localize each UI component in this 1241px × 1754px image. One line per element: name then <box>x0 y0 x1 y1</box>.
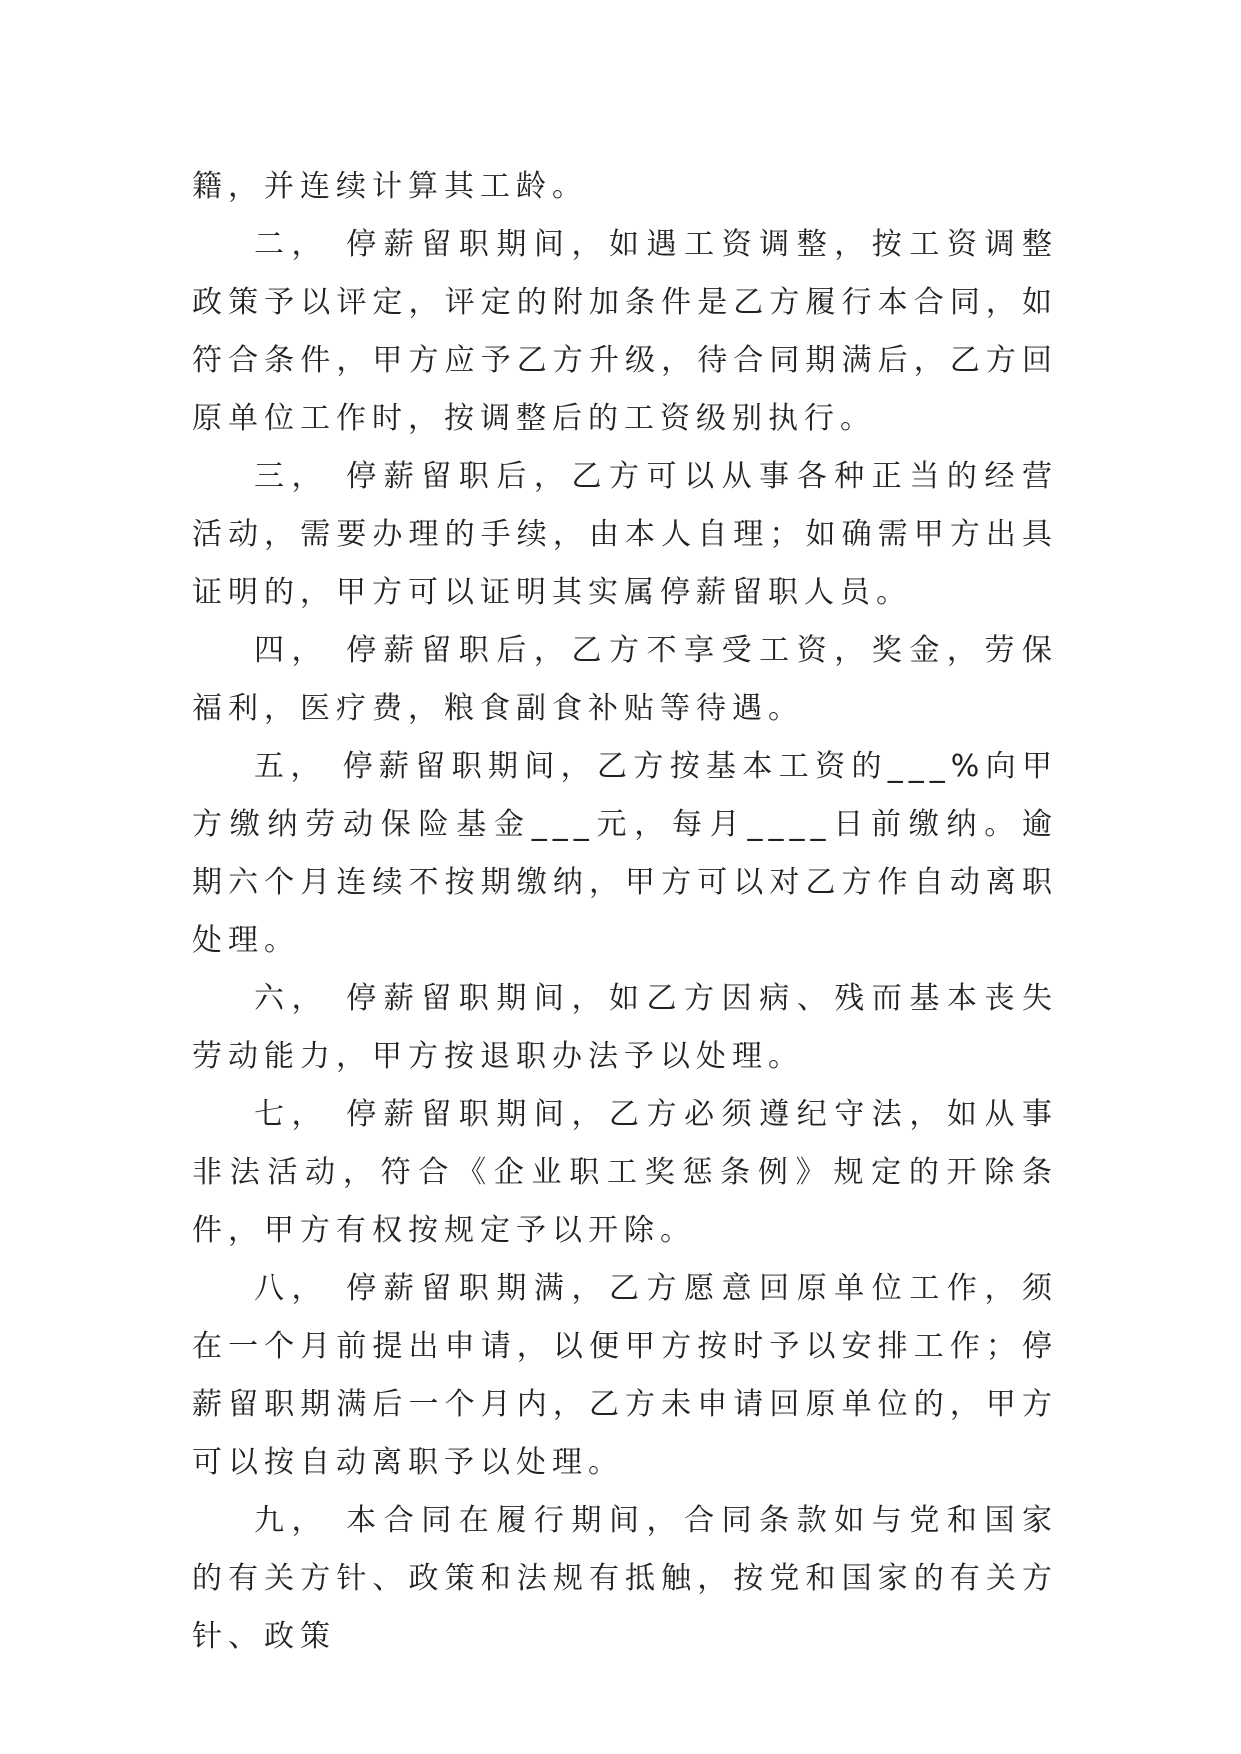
paragraph-continuation: 籍，并连续计算其工龄。 <box>192 169 588 204</box>
contract-body <box>192 158 1058 1666</box>
clause-6: 六， 停薪留职期间，如乙方因病、残而基本丧失劳动能力，甲方按退职办法予以处理。 <box>192 981 1058 1074</box>
clause-5: 五， 停薪留职期间，乙方按基本工资的___%向甲方缴纳劳动保险基金___元，每月____日前缴纳。逾期六个月连续不按期缴纳，甲方可以对乙方作自动离职处理。 <box>192 749 1058 958</box>
clause-3: 三， 停薪留职后，乙方可以从事各种正当的经营活动，需要办理的手续，由本人自理；如确需甲方出具证明的，甲方可以证明其实属停薪留职人员。 <box>192 459 1058 610</box>
clause-9: 九， 本合同在履行期间，合同条款如与党和国家的有关方针、政策和法规有抵触，按党和国家的有关方针、政策 <box>192 1503 1058 1654</box>
clause-4: 四， 停薪留职后，乙方不享受工资，奖金，劳保福利，医疗费，粮食副食补贴等待遇。 <box>192 633 1058 726</box>
clause-2: 二， 停薪留职期间，如遇工资调整，按工资调整政策予以评定，评定的附加条件是乙方履行本合同，如符合条件，甲方应予乙方升级，待合同期满后，乙方回原单位工作时，按调整后的工资级别执行。 <box>192 227 1058 436</box>
clause-8: 八， 停薪留职期满，乙方愿意回原单位工作，须在一个月前提出申请，以便甲方按时予以安排工作；停薪留职期满后一个月内，乙方未申请回原单位的，甲方可以按自动离职予以处理。 <box>192 1271 1058 1480</box>
clause-7: 七， 停薪留职期间，乙方必须遵纪守法，如从事非法活动，符合《企业职工奖惩条例》规定的开除条件，甲方有权按规定予以开除。 <box>192 1097 1058 1248</box>
